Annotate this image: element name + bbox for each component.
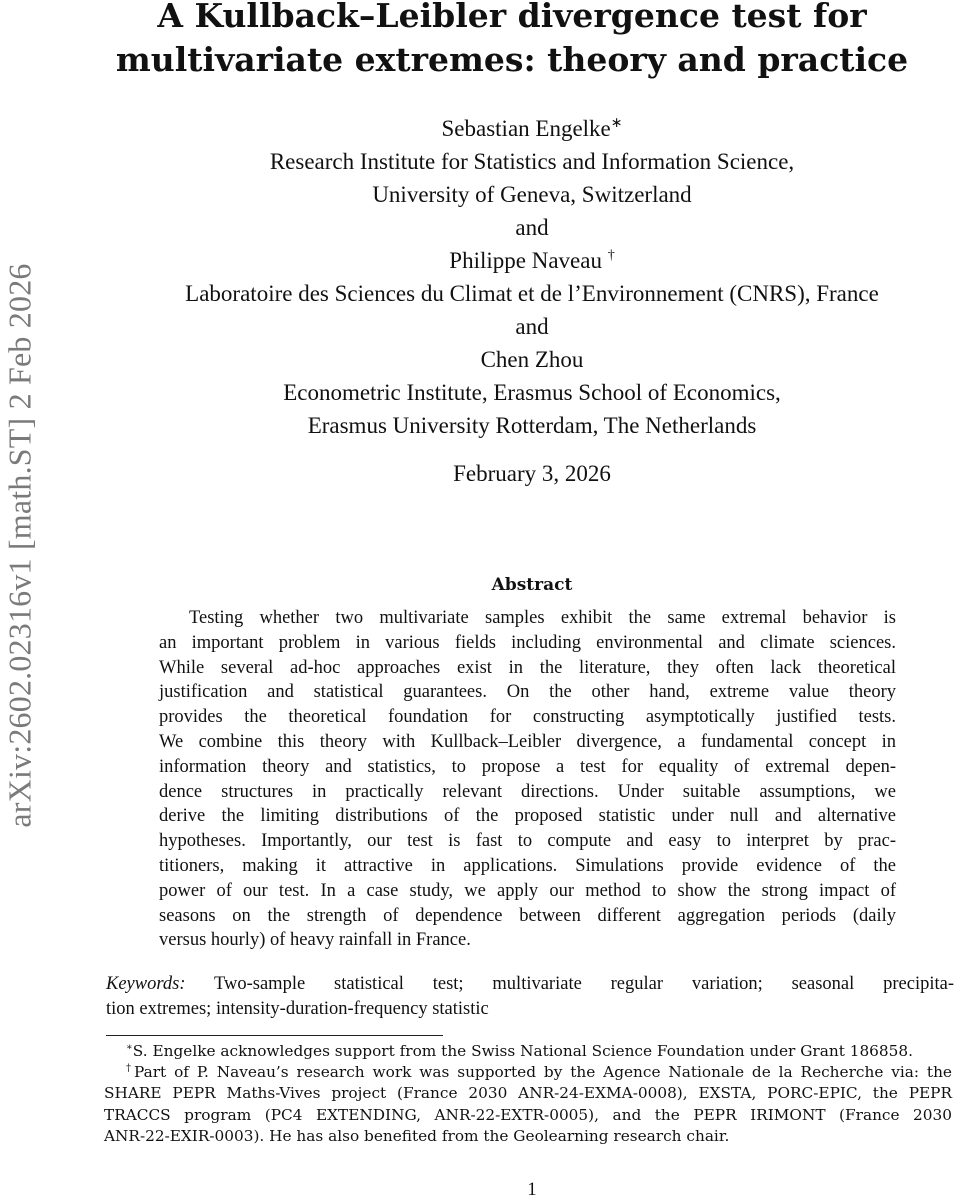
keywords-block <box>106 972 954 1022</box>
abstract-line: provides the theoretical foundation for constructing asymptotically justified tests. <box>159 707 896 728</box>
abstract-body <box>159 606 896 953</box>
author-name-2: Philippe Naveau † <box>449 248 615 273</box>
author-separator-and-1: and <box>515 215 549 240</box>
footnote-2-line-4: ANR-22-EXIR-0003). He has also benefited from the Geolearning research chair. <box>104 1126 730 1145</box>
author-2-affiliation-line-1: Laboratoire des Sciences du Climat et de l’Environnement (CNRS), France <box>185 281 879 306</box>
abstract-line: an important problem in various fields including environmental and climate sciences. <box>159 632 896 653</box>
keywords-line-1: Keywords: Two-sample statistical test; multivariate regular variation; seasonal precipita- <box>106 974 954 994</box>
author-name-1: Sebastian Engelke∗ <box>441 116 623 141</box>
abstract-line: versus hourly) of heavy rainfall in France. <box>159 930 471 951</box>
abstract-line: We combine this theory with Kullback–Leibler divergence, a fundamental concept in <box>159 731 896 752</box>
author-1-affiliation-line-1: Research Institute for Statistics and Information Science, <box>269 149 795 174</box>
footnote-2-mark: † <box>126 1063 135 1075</box>
arxiv-identifier-text: arXiv:2602.02316v1 [math.ST] 2 Feb 2026 <box>1 262 38 828</box>
abstract-line: information theory and statistics, to propose a test for equality of extremal depen- <box>159 756 896 777</box>
footnote-mark-2: † <box>607 248 615 263</box>
page-number: 1 <box>527 1180 537 1200</box>
author-name-3: Chen Zhou <box>480 347 584 372</box>
author-separator-and-2: and <box>515 314 549 339</box>
paper-title <box>60 0 964 82</box>
abstract-line: hypotheses. Importantly, our test is fast to compute and easy to interpret by prac- <box>159 831 896 852</box>
footnote-2-line-1: †Part of P. Naveau’s research work was supported by the Agence Nationale de la Recherche via: the <box>126 1063 952 1082</box>
abstract-line: Testing whether two multivariate samples exhibit the same extremal behavior is <box>189 608 896 628</box>
abstract-heading: Abstract <box>491 575 573 595</box>
abstract-line: derive the limiting distributions of the proposed statistic under null and alternative <box>159 806 896 827</box>
abstract-line: While several ad-hoc approaches exist in the literature, they often lack theoretical <box>159 657 896 678</box>
footnotes <box>104 1041 952 1147</box>
author-1-affiliation-line-2: University of Geneva, Switzerland <box>372 182 692 207</box>
footnote-2-line-3: TRACCS program (PC4 EXTENDING, ANR-22-EXTR-0005), and the PEPR IRIMONT (France 2030 <box>104 1105 952 1124</box>
arxiv-identifier-stamp <box>0 215 40 875</box>
footnote-1: ∗S. Engelke acknowledges support from the Swiss National Science Foundation under Grant 186858. <box>126 1042 913 1060</box>
abstract-line: titioners, making it attractive in applications. Simulations provide evidence of the <box>159 855 896 876</box>
abstract-line: seasons on the strength of dependence between different aggregation periods (daily <box>159 905 896 926</box>
footnote-1-mark: ∗ <box>126 1042 133 1053</box>
author-block <box>100 112 964 442</box>
author-3-affiliation-line-2: Erasmus University Rotterdam, The Netherlands <box>307 413 757 438</box>
abstract-line: dence structures in practically relevant directions. Under suitable assumptions, we <box>159 781 896 802</box>
title-line-1: A Kullback–Leibler divergence test for <box>157 0 867 35</box>
abstract-line: power of our test. In a case study, we apply our method to show the strong impact of <box>159 880 896 901</box>
footnote-2-line-2: SHARE PEPR Maths-Vives project (France 2030 ANR-24-EXMA-0008), EXSTA, PORC-EPIC, the PEPR <box>104 1084 952 1103</box>
abstract-line: justification and statistical guarantees. On the other hand, extreme value theory <box>159 682 896 703</box>
author-3-affiliation-line-1: Econometric Institute, Erasmus School of Economics, <box>283 380 781 405</box>
paper-date: February 3, 2026 <box>453 461 611 486</box>
keywords-label: Keywords: <box>106 974 186 994</box>
keywords-line-2: tion extremes; intensity-duration-frequency statistic <box>106 999 489 1019</box>
footnote-rule <box>106 1035 443 1036</box>
title-line-2: multivariate extremes: theory and practice <box>115 40 909 79</box>
footnote-mark-1: ∗ <box>610 116 623 131</box>
